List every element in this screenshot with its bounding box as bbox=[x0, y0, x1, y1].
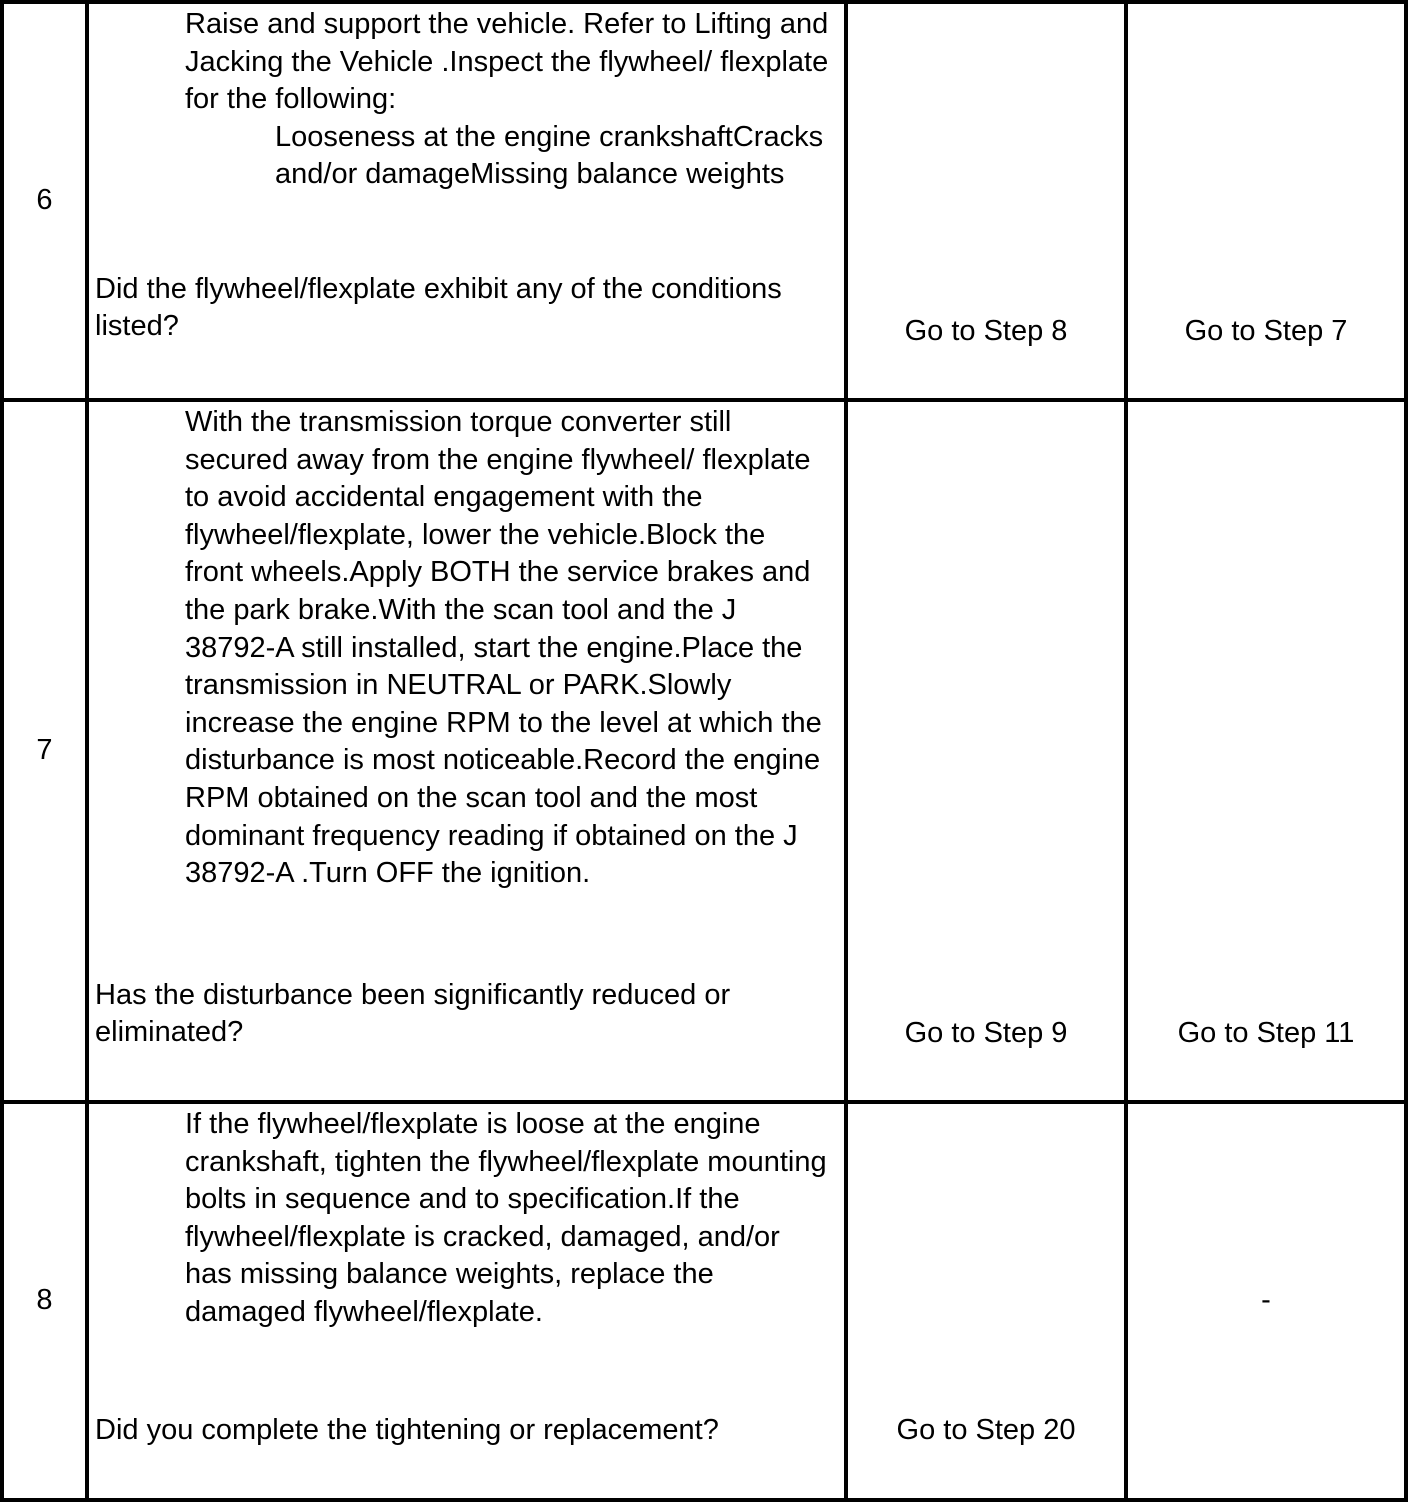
yes-result: Go to Step 20 bbox=[896, 1414, 1076, 1447]
no-result: Go to Step 11 bbox=[1177, 1017, 1355, 1050]
step-sub-items: Looseness at the engine crankshaftCracks and/or damageMissing balance weights bbox=[275, 120, 824, 191]
step-question: Has the disturbance been significantly reduced or eliminated? bbox=[95, 978, 731, 1049]
action-cell bbox=[87, 2, 846, 400]
table-row bbox=[2, 1102, 1406, 1500]
no-result-cell bbox=[1126, 400, 1406, 1102]
no-result-cell bbox=[1126, 2, 1406, 400]
step-instruction: Raise and support the vehicle. Refer to Lifting and Jacking the Vehicle .Inspect the flywheel/ flexplate for the following: bbox=[185, 8, 829, 116]
step-number: 6 bbox=[2, 2, 87, 400]
yes-result: Go to Step 8 bbox=[904, 315, 1068, 348]
step-instruction: If the flywheel/flexplate is loose at the engine crankshaft, tighten the flywheel/flexplate mounting bolts in sequence and to specification.If the flywheel/flexplate is cracked, damaged, and/or has missing balance weights, replace the damaged flywheel/flexplate. bbox=[185, 1108, 827, 1328]
yes-result-cell bbox=[846, 1102, 1126, 1500]
yes-result: Go to Step 9 bbox=[904, 1017, 1068, 1050]
action-cell bbox=[87, 400, 846, 1102]
step-number: 8 bbox=[2, 1102, 87, 1500]
yes-result-cell bbox=[846, 400, 1126, 1102]
no-result: Go to Step 7 bbox=[1184, 315, 1348, 348]
step-instruction: With the transmission torque converter still secured away from the engine flywheel/ flexplate to avoid accidental engagement with the flywheel/flexplate, lower the vehicle.Block the front wheels.Apply BOTH the service brakes and the park brake.With the scan tool and the J 38792-A still installed, start the engine.Place the transmission in NEUTRAL or PARK.Slowly increase the engine RPM to the level at which the disturbance is most noticeable.Record the engine RPM obtained on the scan tool and the most dominant frequency reading if obtained on the J 38792-A .Turn OFF the ignition. bbox=[185, 406, 822, 890]
table-row bbox=[2, 2, 1406, 400]
no-result: - bbox=[1261, 1284, 1271, 1317]
step-question: Did the flywheel/flexplate exhibit any of the conditions listed? bbox=[95, 272, 782, 343]
yes-result-cell bbox=[846, 2, 1126, 400]
step-question: Did you complete the tightening or replacement? bbox=[95, 1414, 719, 1447]
table-row bbox=[2, 400, 1406, 1102]
no-result-cell bbox=[1126, 1102, 1406, 1500]
action-cell bbox=[87, 1102, 846, 1500]
step-number: 7 bbox=[2, 400, 87, 1102]
